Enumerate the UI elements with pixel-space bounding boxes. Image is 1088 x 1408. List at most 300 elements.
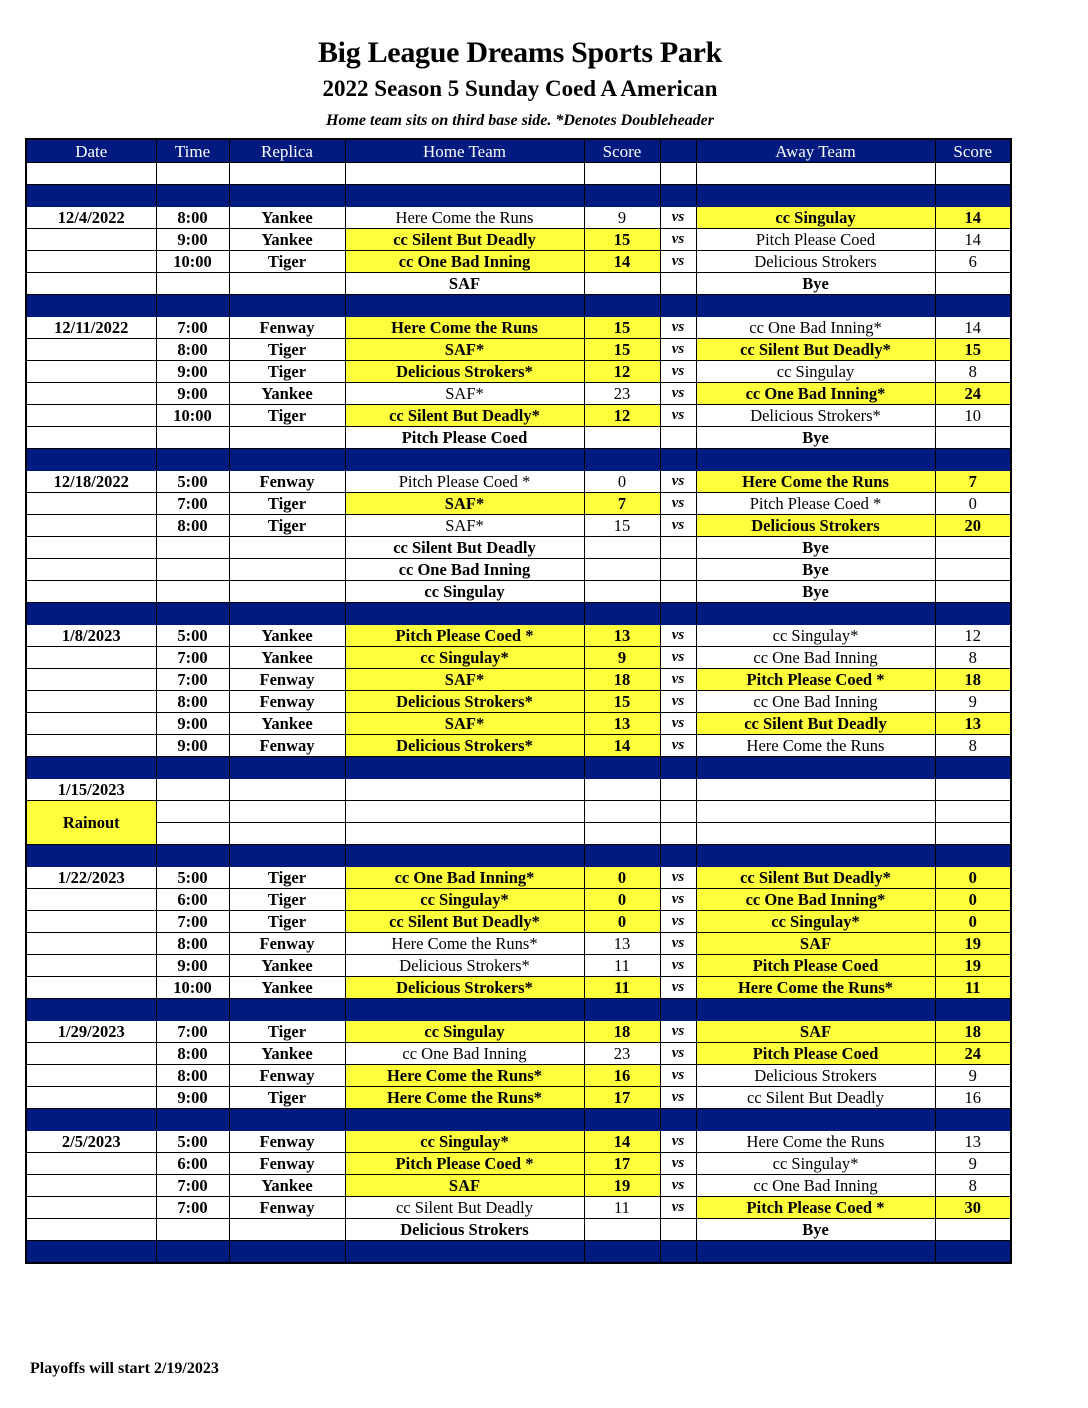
away-team-cell: cc One Bad Inning	[696, 691, 935, 713]
game-row	[26, 955, 1011, 977]
time-cell: 7:00	[156, 1175, 229, 1197]
season-subtitle: 2022 Season 5 Sunday Coed A American	[322, 76, 718, 101]
separator-cell	[696, 999, 935, 1021]
bye-row	[26, 537, 1011, 559]
empty-cell	[660, 779, 696, 801]
empty-cell	[696, 801, 935, 823]
away-score-cell: 13	[935, 1131, 1011, 1153]
home-team-cell: Delicious Strokers	[345, 1219, 584, 1241]
replica-cell: Fenway	[229, 471, 345, 493]
home-team-cell: SAF*	[345, 713, 584, 735]
vs-cell: vs	[660, 471, 696, 493]
away-score-cell: 0	[935, 867, 1011, 889]
time-cell: 7:00	[156, 1021, 229, 1043]
col-header-vs	[660, 139, 696, 163]
away-score-cell: 9	[935, 1065, 1011, 1087]
separator-cell	[156, 449, 229, 471]
date-cell	[26, 955, 156, 977]
separator-cell	[26, 185, 156, 207]
game-row	[26, 493, 1011, 515]
time-cell: 6:00	[156, 1153, 229, 1175]
empty-cell	[345, 801, 584, 823]
rainout-badge: Rainout	[26, 801, 156, 845]
game-row	[26, 405, 1011, 427]
empty-cell	[584, 823, 660, 845]
vs-cell: vs	[660, 625, 696, 647]
time-cell: 5:00	[156, 471, 229, 493]
time-cell: 5:00	[156, 625, 229, 647]
home-team-cell: Pitch Please Coed *	[345, 625, 584, 647]
away-team-cell: cc Singulay	[696, 361, 935, 383]
home-team-cell: cc One Bad Inning	[345, 251, 584, 273]
time-cell	[156, 537, 229, 559]
home-score-cell: 0	[584, 471, 660, 493]
empty-cell	[584, 779, 660, 801]
separator-cell	[696, 757, 935, 779]
week-separator-row	[26, 999, 1011, 1021]
away-team-cell: cc Singulay	[696, 207, 935, 229]
replica-cell: Yankee	[229, 1043, 345, 1065]
empty-cell	[156, 801, 229, 823]
separator-cell	[660, 845, 696, 867]
home-team-cell: Pitch Please Coed	[345, 427, 584, 449]
away-team-cell: Pitch Please Coed *	[696, 669, 935, 691]
away-team-cell: Bye	[696, 1219, 935, 1241]
home-team-cell: SAF	[345, 1175, 584, 1197]
home-team-cell: cc Singulay*	[345, 889, 584, 911]
separator-cell	[229, 757, 345, 779]
home-team-cell: Here Come the Runs*	[345, 1087, 584, 1109]
time-cell	[156, 1219, 229, 1241]
date-cell	[26, 691, 156, 713]
separator-cell	[26, 295, 156, 317]
time-cell	[156, 581, 229, 603]
vs-cell: vs	[660, 383, 696, 405]
away-team-cell: Here Come the Runs	[696, 471, 935, 493]
empty-cell	[345, 823, 584, 845]
separator-cell	[26, 757, 156, 779]
vs-cell	[660, 1219, 696, 1241]
vs-cell: vs	[660, 1153, 696, 1175]
game-row	[26, 867, 1011, 889]
home-score-cell	[584, 273, 660, 295]
separator-cell	[696, 603, 935, 625]
vs-cell: vs	[660, 229, 696, 251]
replica-cell: Tiger	[229, 1087, 345, 1109]
time-cell: 9:00	[156, 713, 229, 735]
game-row	[26, 515, 1011, 537]
home-team-cell: Delicious Strokers*	[345, 955, 584, 977]
separator-cell	[345, 999, 584, 1021]
empty-row	[26, 823, 1011, 845]
rainout-row	[26, 801, 1011, 823]
separator-cell	[26, 1241, 156, 1264]
time-cell: 9:00	[156, 361, 229, 383]
vs-cell: vs	[660, 867, 696, 889]
date-cell: 1/29/2023	[26, 1021, 156, 1043]
separator-cell	[935, 757, 1011, 779]
empty-cell	[696, 163, 935, 185]
date-cell	[26, 735, 156, 757]
game-row	[26, 889, 1011, 911]
away-score-cell: 19	[935, 933, 1011, 955]
separator-cell	[26, 603, 156, 625]
separator-cell	[156, 185, 229, 207]
replica-cell: Yankee	[229, 383, 345, 405]
time-cell: 5:00	[156, 867, 229, 889]
vs-cell: vs	[660, 1087, 696, 1109]
empty-cell	[935, 779, 1011, 801]
time-cell: 8:00	[156, 1065, 229, 1087]
home-score-cell: 13	[584, 625, 660, 647]
week-separator-row	[26, 603, 1011, 625]
separator-cell	[660, 757, 696, 779]
date-cell: 12/11/2022	[26, 317, 156, 339]
home-team-cell: cc One Bad Inning*	[345, 867, 584, 889]
empty-cell	[935, 163, 1011, 185]
separator-cell	[584, 295, 660, 317]
game-row	[26, 1065, 1011, 1087]
separator-cell	[584, 845, 660, 867]
empty-cell	[156, 779, 229, 801]
away-team-cell: SAF	[696, 933, 935, 955]
away-team-cell: Pitch Please Coed	[696, 955, 935, 977]
home-team-cell: cc One Bad Inning	[345, 559, 584, 581]
separator-cell	[935, 603, 1011, 625]
vs-cell: vs	[660, 207, 696, 229]
separator-cell	[229, 603, 345, 625]
vs-cell: vs	[660, 1131, 696, 1153]
separator-cell	[935, 845, 1011, 867]
away-score-cell: 13	[935, 713, 1011, 735]
date-cell	[26, 427, 156, 449]
home-team-cell: cc Silent But Deadly	[345, 537, 584, 559]
vs-cell: vs	[660, 735, 696, 757]
away-score-cell: 0	[935, 889, 1011, 911]
time-cell: 9:00	[156, 229, 229, 251]
away-score-cell: 14	[935, 207, 1011, 229]
week-separator-row	[26, 1109, 1011, 1131]
away-team-cell: cc One Bad Inning*	[696, 383, 935, 405]
game-row	[26, 625, 1011, 647]
separator-cell	[345, 1109, 584, 1131]
away-team-cell: cc Singulay*	[696, 625, 935, 647]
game-row	[26, 691, 1011, 713]
empty-cell	[156, 163, 229, 185]
date-cell	[26, 1219, 156, 1241]
replica-cell: Tiger	[229, 493, 345, 515]
time-cell: 8:00	[156, 207, 229, 229]
replica-cell: Fenway	[229, 1131, 345, 1153]
date-cell	[26, 1153, 156, 1175]
away-score-cell	[935, 537, 1011, 559]
replica-cell: Fenway	[229, 669, 345, 691]
away-score-cell: 15	[935, 339, 1011, 361]
empty-cell	[660, 823, 696, 845]
away-score-cell: 7	[935, 471, 1011, 493]
separator-cell	[345, 295, 584, 317]
away-score-cell: 30	[935, 1197, 1011, 1219]
separator-cell	[156, 603, 229, 625]
away-score-cell: 9	[935, 691, 1011, 713]
time-cell: 9:00	[156, 1087, 229, 1109]
week-separator-row	[26, 295, 1011, 317]
date-cell: 12/18/2022	[26, 471, 156, 493]
separator-cell	[584, 999, 660, 1021]
away-team-cell: Delicious Strokers*	[696, 405, 935, 427]
date-cell	[26, 889, 156, 911]
date-cell	[26, 1065, 156, 1087]
vs-cell: vs	[660, 647, 696, 669]
empty-cell	[345, 779, 584, 801]
away-score-cell: 18	[935, 1021, 1011, 1043]
empty-cell	[229, 823, 345, 845]
week-separator-row	[26, 1241, 1011, 1264]
separator-cell	[345, 185, 584, 207]
away-score-cell: 10	[935, 405, 1011, 427]
away-score-cell	[935, 1219, 1011, 1241]
away-team-cell: cc Silent But Deadly*	[696, 867, 935, 889]
date-cell	[26, 1197, 156, 1219]
date-cell	[26, 405, 156, 427]
away-team-cell: Delicious Strokers	[696, 1065, 935, 1087]
home-team-cell: Here Come the Runs	[345, 207, 584, 229]
home-score-cell: 15	[584, 339, 660, 361]
away-team-cell: Pitch Please Coed *	[696, 1197, 935, 1219]
time-cell	[156, 559, 229, 581]
home-team-cell: Here Come the Runs*	[345, 933, 584, 955]
replica-cell: Fenway	[229, 691, 345, 713]
home-score-cell: 13	[584, 713, 660, 735]
home-team-cell: SAF*	[345, 669, 584, 691]
away-team-cell: Delicious Strokers	[696, 515, 935, 537]
vs-cell: vs	[660, 1065, 696, 1087]
away-team-cell: Bye	[696, 427, 935, 449]
separator-cell	[584, 603, 660, 625]
separator-cell	[26, 449, 156, 471]
game-row	[26, 911, 1011, 933]
time-cell	[156, 273, 229, 295]
home-score-cell: 0	[584, 867, 660, 889]
replica-cell	[229, 559, 345, 581]
time-cell: 10:00	[156, 977, 229, 999]
vs-cell	[660, 559, 696, 581]
separator-cell	[156, 1241, 229, 1264]
away-team-cell: Here Come the Runs	[696, 735, 935, 757]
home-score-cell: 19	[584, 1175, 660, 1197]
schedule-table	[25, 138, 1012, 1264]
away-team-cell: Bye	[696, 273, 935, 295]
vs-cell	[660, 537, 696, 559]
away-score-cell: 24	[935, 383, 1011, 405]
game-row	[26, 251, 1011, 273]
home-team-cell: Delicious Strokers*	[345, 977, 584, 999]
date-cell	[26, 1175, 156, 1197]
separator-cell	[345, 757, 584, 779]
game-row	[26, 977, 1011, 999]
time-cell: 9:00	[156, 383, 229, 405]
vs-cell: vs	[660, 977, 696, 999]
replica-cell	[229, 537, 345, 559]
date-cell	[26, 977, 156, 999]
game-row	[26, 1043, 1011, 1065]
away-score-cell	[935, 273, 1011, 295]
empty-cell	[345, 163, 584, 185]
separator-cell	[935, 1109, 1011, 1131]
game-row	[26, 339, 1011, 361]
empty-cell	[935, 823, 1011, 845]
vs-cell: vs	[660, 1197, 696, 1219]
away-team-cell: SAF	[696, 1021, 935, 1043]
vs-cell: vs	[660, 933, 696, 955]
vs-cell	[660, 427, 696, 449]
separator-cell	[696, 449, 935, 471]
week-separator-row	[26, 185, 1011, 207]
away-team-cell: cc One Bad Inning*	[696, 889, 935, 911]
vs-cell	[660, 581, 696, 603]
home-score-cell: 15	[584, 229, 660, 251]
game-row	[26, 1087, 1011, 1109]
home-score-cell: 7	[584, 493, 660, 515]
separator-cell	[696, 295, 935, 317]
home-score-cell: 12	[584, 361, 660, 383]
home-score-cell	[584, 537, 660, 559]
home-score-cell: 15	[584, 515, 660, 537]
away-score-cell: 16	[935, 1087, 1011, 1109]
away-score-cell: 8	[935, 647, 1011, 669]
home-score-cell: 0	[584, 911, 660, 933]
separator-cell	[660, 449, 696, 471]
home-team-cell: SAF*	[345, 383, 584, 405]
home-score-cell	[584, 1219, 660, 1241]
bye-row	[26, 559, 1011, 581]
home-team-cell: Pitch Please Coed *	[345, 471, 584, 493]
rainout-date-row	[26, 779, 1011, 801]
time-cell: 8:00	[156, 691, 229, 713]
separator-cell	[345, 449, 584, 471]
time-cell: 7:00	[156, 493, 229, 515]
date-cell: 1/15/2023	[26, 779, 156, 801]
empty-cell	[229, 801, 345, 823]
home-score-cell: 11	[584, 1197, 660, 1219]
home-team-cell: cc Silent But Deadly*	[345, 911, 584, 933]
replica-cell	[229, 581, 345, 603]
replica-cell: Fenway	[229, 735, 345, 757]
separator-cell	[156, 757, 229, 779]
vs-cell: vs	[660, 713, 696, 735]
empty-cell	[229, 779, 345, 801]
home-team-cell: Here Come the Runs	[345, 317, 584, 339]
vs-cell: vs	[660, 493, 696, 515]
away-team-cell: Here Come the Runs*	[696, 977, 935, 999]
away-team-cell: cc One Bad Inning	[696, 1175, 935, 1197]
vs-cell: vs	[660, 1021, 696, 1043]
schedule-body	[26, 163, 1011, 1264]
date-cell	[26, 537, 156, 559]
vs-cell: vs	[660, 251, 696, 273]
separator-cell	[156, 1109, 229, 1131]
home-score-cell: 16	[584, 1065, 660, 1087]
home-score-cell: 13	[584, 933, 660, 955]
separator-cell	[229, 295, 345, 317]
away-team-cell: Bye	[696, 537, 935, 559]
away-team-cell: Here Come the Runs	[696, 1131, 935, 1153]
away-team-cell: cc Singulay*	[696, 911, 935, 933]
away-score-cell	[935, 427, 1011, 449]
game-row	[26, 713, 1011, 735]
vs-cell: vs	[660, 361, 696, 383]
away-score-cell: 24	[935, 1043, 1011, 1065]
home-score-cell	[584, 559, 660, 581]
away-score-cell: 9	[935, 1153, 1011, 1175]
replica-cell: Tiger	[229, 911, 345, 933]
replica-cell: Yankee	[229, 1175, 345, 1197]
home-team-cell: cc One Bad Inning	[345, 1043, 584, 1065]
separator-cell	[696, 1241, 935, 1264]
home-team-cell: Pitch Please Coed *	[345, 1153, 584, 1175]
separator-cell	[660, 999, 696, 1021]
replica-cell: Fenway	[229, 1153, 345, 1175]
date-cell	[26, 361, 156, 383]
time-cell: 7:00	[156, 647, 229, 669]
game-row	[26, 933, 1011, 955]
bye-row	[26, 427, 1011, 449]
empty-cell	[26, 163, 156, 185]
home-team-cell: SAF*	[345, 515, 584, 537]
col-header-replica: Replica	[229, 139, 345, 163]
replica-cell: Yankee	[229, 207, 345, 229]
time-cell: 7:00	[156, 669, 229, 691]
date-cell	[26, 229, 156, 251]
game-row	[26, 229, 1011, 251]
separator-cell	[229, 845, 345, 867]
separator-cell	[229, 185, 345, 207]
date-cell: 12/4/2022	[26, 207, 156, 229]
time-cell: 6:00	[156, 889, 229, 911]
home-team-cell: SAF	[345, 273, 584, 295]
col-header-home-team: Home Team	[345, 139, 584, 163]
col-header-date: Date	[26, 139, 156, 163]
away-score-cell: 14	[935, 229, 1011, 251]
separator-cell	[660, 603, 696, 625]
bye-row	[26, 581, 1011, 603]
home-team-cell: Delicious Strokers*	[345, 691, 584, 713]
home-score-cell: 12	[584, 405, 660, 427]
game-row	[26, 383, 1011, 405]
separator-cell	[584, 1109, 660, 1131]
separator-cell	[26, 1109, 156, 1131]
separator-cell	[345, 845, 584, 867]
home-team-cell: cc Singulay*	[345, 1131, 584, 1153]
replica-cell: Yankee	[229, 647, 345, 669]
away-score-cell: 0	[935, 493, 1011, 515]
empty-row	[26, 163, 1011, 185]
vs-cell: vs	[660, 1175, 696, 1197]
time-cell: 7:00	[156, 317, 229, 339]
home-score-cell: 15	[584, 317, 660, 339]
game-row	[26, 207, 1011, 229]
replica-cell	[229, 1219, 345, 1241]
away-team-cell: cc One Bad Inning	[696, 647, 935, 669]
home-score-cell: 0	[584, 889, 660, 911]
away-score-cell: 14	[935, 317, 1011, 339]
away-score-cell: 6	[935, 251, 1011, 273]
vs-cell: vs	[660, 669, 696, 691]
replica-cell: Fenway	[229, 933, 345, 955]
home-score-cell: 9	[584, 647, 660, 669]
vs-cell: vs	[660, 317, 696, 339]
separator-cell	[584, 1241, 660, 1264]
